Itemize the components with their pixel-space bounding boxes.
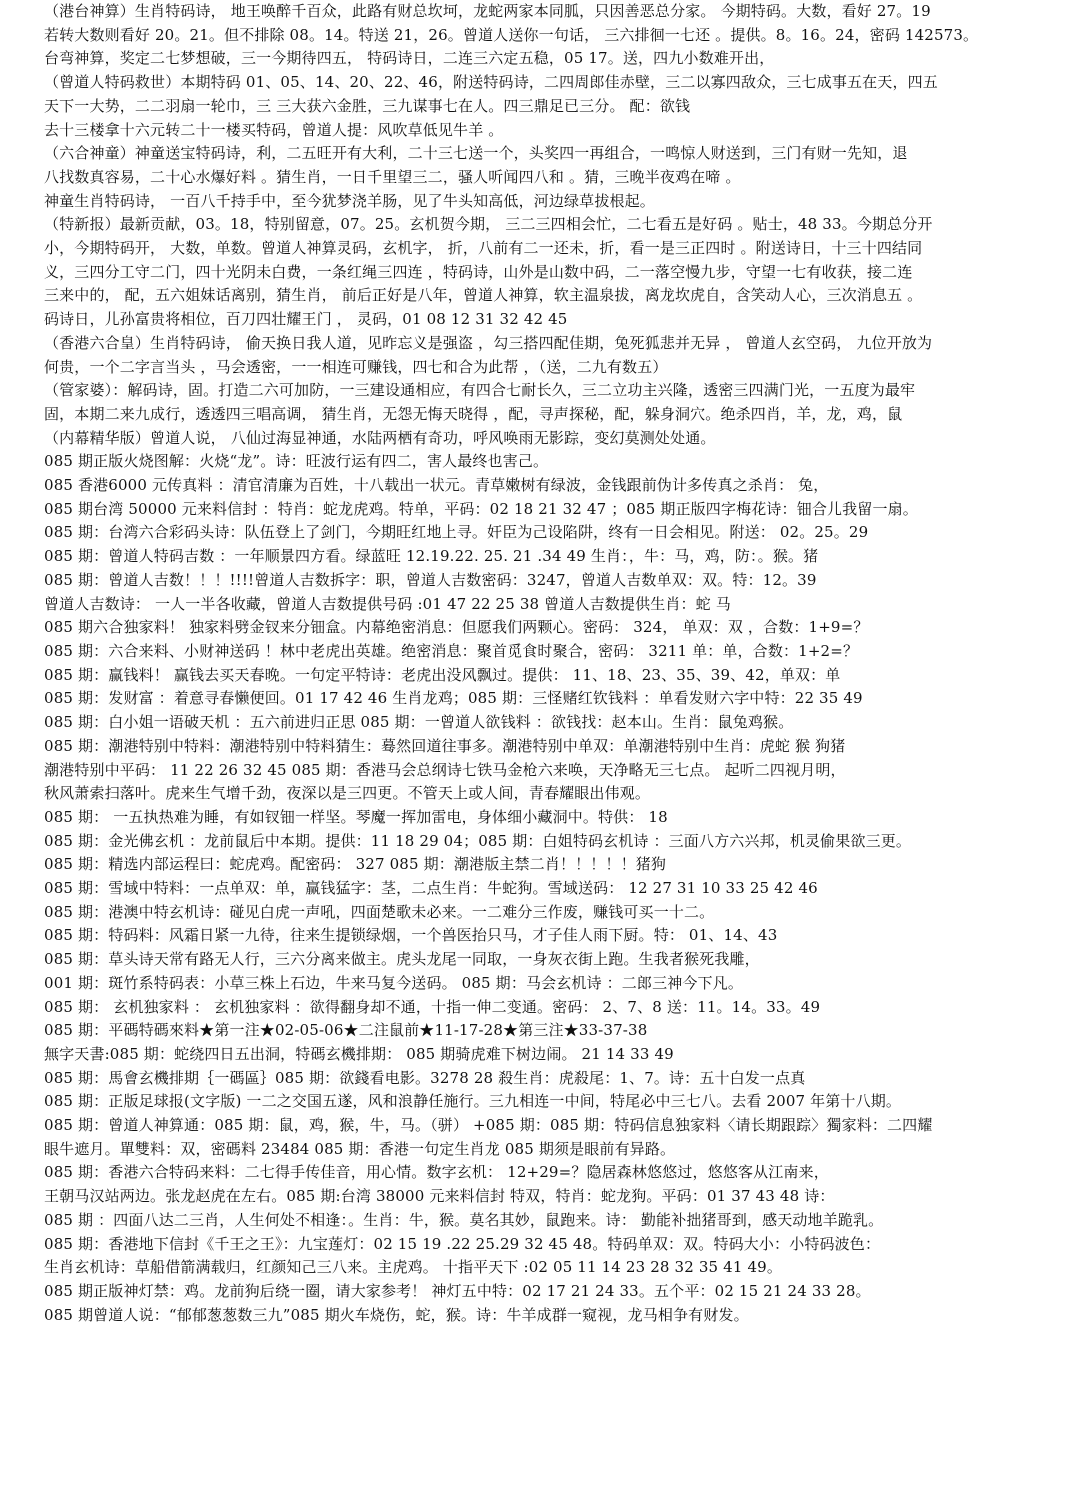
text-line: 無字天書:085 期：蛇绕四日五出洞，特碼玄機排期： 085 期骑虎难下树边闹。 21 14 33 49 — [44, 1044, 674, 1063]
text-line: （香港六合皇）生肖特码诗， 偷天换日我人道，见昨忘义是强盗 ，勾三搭四配佳期，兔死狐悲并无异 ， 曾道人玄空码， 九位开放为 — [44, 333, 933, 352]
text-line: 001 期：斑竹系特码表：小草三株上石边，牛来马复今送码。 085 期：马会玄机诗 ：二郎三神今下凡。 — [44, 973, 743, 992]
text-line: 085 期：白小姐一语破天机 ：五六前进归正思 085 期：一曾道人欲钱料 ：欲钱找：赵本山。生肖：鼠兔鸡猴。 — [44, 713, 794, 732]
text-line: 天下一大势，二二羽扇一轮巾，三 三大获六金胜，三九谋事七在人。四三鼎足已三分。 配：欲钱 — [44, 96, 691, 115]
text-line: 085 期：雪域中特料：一点单双：单，赢钱猛字：茎，二点生肖：牛蛇狗。雪域送码： 12 27 31 10 33 25 42 46 — [44, 879, 818, 898]
text-line: （六合神童）神童送宝特码诗，利，二五旺开有大利，二十三七送一个，头奖四一再组合，一鸣惊人财送到，三门有财一先知，退 — [44, 144, 908, 163]
text-line: 085 期：台湾六合彩码头诗：队伍登上了剑门，今期旺红地上寻。奸臣为己设陷阱，终有一日会相见。附送： 02。25。29 — [44, 523, 869, 542]
text-line: 三来中的， 配，五六姐妹话离别，猜生肖， 前后正好是八年，曾道人神算，软主温泉拔，离龙坎虎自，含笑动人心，三次消息五 。 — [44, 286, 923, 305]
text-line: （曾道人特码救世）本期特码 01、05、14、20、22、46，附送特码诗，二四周郎佳赤壁，三二以寡四敌众，三七成事五在天，四五 — [44, 73, 938, 92]
text-line: 若转大数则看好 20。21。但不排除 08。14。特送 21，26。曾道人送你一句话， 三六排徊一七还 。提供。8。16。24，密码 142573。 — [44, 25, 979, 44]
text-line: 八找数真容易，二十心水爆好料 。猜生肖，一日千里望三二，骚人听闻四八和 。猜，三晚半夜鸡在啼 。 — [44, 167, 741, 186]
text-line: 085 期：赢钱料！ 赢钱去买天春晚。一句定平特诗：老虎出没风飘过。提供： 11、18、23、35、39、42，单双：单 — [44, 665, 841, 684]
text-line: 085 期正版火烧图解：火烧“龙”。诗：旺波行运有四二，害人最终也害己。 — [44, 452, 549, 471]
text-line: 台弯神算，奖定二七梦想破，三一今期待四五， 特码诗日，二连三六定五稳，05 17。送，四九小数难开出， — [44, 49, 775, 68]
text-line: 曾道人吉数诗： 一人一半各收藏，曾道人吉数提供号码 :01 47 22 25 38 曾道人吉数提供生肖：蛇 马 — [44, 594, 731, 613]
text-line: 085 期：港澳中特玄机诗：碰见白虎一声吼，四面楚歌未必来。一二难分三作废，赚钱可买一十二。 — [44, 902, 715, 921]
text-line: （港台神算）生肖特码诗， 地王唤醉千百众，此路有财总坎坷，龙蛇两家本同胍，只因善恶总分家。 今期特码。大数，看好 27。19 — [44, 2, 931, 20]
text-line: （管家婆）：解码诗，固。打造二六可加防，一三建设通相应，有四合七耐长久，三二立功主兴隆，透密三四满门光，一五度为最牢 — [44, 381, 916, 400]
text-line: 085 期 ：四面八达二三肖，人生何处不相逢：。生肖：牛，猴。莫名其妙，鼠跑来。诗： 勤能补拙猪哥到，感天动地羊跪乳。 — [44, 1210, 884, 1229]
text-line: 085 期： 一五执热难为睡，有如钗钿一样坚。琴魔一挥加雷电，身体细小藏洞中。特供： 18 — [44, 807, 668, 826]
text-line: 神童生肖特码诗， 一百八千持手中，至今犹梦浇羊肠，见了牛头知高低，河边绿草拔根起。 — [44, 191, 655, 210]
text-line: 085 期：正版足球报(文字版) 一二之交国五遂，风和浪静任施行。三九相连一中间，特尾必中三七八。去看 2007 年第十八期。 — [44, 1092, 902, 1111]
text-line: 085 期：草头诗天常有路无人行，三六分离来做主。虎头龙尾一同取，一身灰衣街上跑。生我者猴死我雕， — [44, 950, 760, 969]
text-line: 去十三楼拿十六元转二十一楼买特码，曾道人提：风吹草低见牛羊 。 — [44, 120, 504, 139]
text-line: 王朝马汉站两边。张龙赵虎在左右。085 期:台湾 38000 元来料信封 特双，特肖：蛇龙狗。平码：01 37 43 48 诗： — [44, 1187, 835, 1206]
text-line: 085 期：平碼特碼來料★第一注★02-05-06★二注鼠前★11-17-28★第三注★33-37-38 — [44, 1021, 648, 1040]
text-line: 085 期：六合来料、小财神送码 ！林中老虎出英雄。绝密消息：聚首觅食时聚合，密码： 3211 单：单，合数：1+2=？ — [44, 641, 859, 660]
text-line: 085 期正版神灯禁：鸡。龙前狗后绕一圈，请大家参考！ 神灯五中特：02 17 21 24 33。五个平：02 15 21 24 33 28。 — [44, 1281, 871, 1300]
text-line: 085 期：特码料：风霜日紧一九待，往来生提锁绿烟，一个兽医抬只马，才子佳人雨下厨。特： 01、14、43 — [44, 926, 778, 945]
text-line: 085 期：曾道人特码吉数 ：一年顺景四方看。绿蓝旺 12.19.22. 25. 21 .34 49 生肖：，牛：马，鸡，防：。猴。猪 — [44, 547, 819, 566]
text-line: 085 期六合独家料！ 独家料劈金钗来分钿盒。内幕绝密消息：但愿我们两颗心。密码： 324， 单双：双 ，合数：1+9=？ — [44, 618, 869, 637]
text-line: 义，三四分工守二门，四十光阴未白费，一条红绳三四连 ，特码诗，山外是山数中码，二一落空慢九步，守望一七有收获，接二连 — [44, 262, 913, 281]
text-line: 085 期：精选内部运程曰：蛇虎鸡。配密码： 327 085 期：潮港版主禁二肖！！！！！猪狗 — [44, 855, 667, 874]
text-line: 085 期：发财富 ：着意寻春懒便回。01 17 42 46 生肖龙鸡；085 期：三怪赌红钦钱料 ：单看发财六字中特：22 35 49 — [44, 689, 863, 708]
text-line: 生肖玄机诗：草船借箭满载归，红颜知己三八来。主虎鸡。 十指平天下 :02 05 11 14 23 28 32 35 41 49。 — [44, 1258, 782, 1277]
text-line: 085 期台湾 50000 元来料信封 ：特肖：蛇龙虎鸡。特单，平码：02 18 21 32 47 ；085 期正版四字梅花诗：钿合儿我留一扇。 — [44, 499, 918, 518]
text-line: 085 期：曾道人吉数！！！!!!!曾道人吉数拆字：职，曾道人吉数密码：3247，曾道人吉数单双：双。特：12。39 — [44, 570, 817, 589]
text-line: 眼牛遮月。單雙料：双，密碼料 23484 085 期：香港一句定生肖龙 085 期须是眼前有异路。 — [44, 1139, 676, 1158]
text-line: （特新报）最新贡献，03。18，特别留意，07。25。玄机贺今期， 三二三四相会忙，二七看五是好码 。贴士，48 33。今期总分开 — [44, 215, 933, 234]
text-line: 085 期曾道人说：“郁郁葱葱数三九”085 期火车烧伤，蛇，猴。诗：牛羊成群一窥视，龙马相争有财发。 — [44, 1305, 749, 1324]
text-line: 码诗日，儿孙富贵将相位，百刀四壮耀王门 ， 灵码，01 08 12 31 32 42 45 — [44, 310, 568, 329]
text-line: 085 期：香港地下信封《千王之王》：九宝莲灯：02 15 19 .22 25.29 32 45 48。特码单双：双。特码大小：小特码波色： — [44, 1234, 881, 1253]
text-line: 085 期：潮港特别中特料：潮港特别中特料猜生：蓦然回道往事多。潮港特别中单双：单潮港特别中生肖：虎蛇 猴 狗猪 — [44, 736, 846, 755]
text-line: 085 期：曾道人神算通：085 期：鼠，鸡，猴，牛，马。（骈） +085 期：085 期：特码信息独家料〈请长期跟踪〉獨家料：二四耀 — [44, 1116, 933, 1135]
text-line: 秋风萧索扫落叶。虎来生气增千劲，夜深以是三四更。不管天上或人间，青春耀眼出伟观。 — [44, 784, 651, 803]
text-line: 085 香港6000 元传真料 ：清官清廉为百姓，十八载出一状元。青草嫩树有绿波，金钱跟前伪计多传真之杀肖： 兔， — [44, 476, 829, 495]
text-line: 085 期：金光佛玄机 ：龙前鼠后中本期。提供：11 18 29 04；085 期：白姐特码玄机诗 ：三面八方六兴邦，机灵偷果欲三更。 — [44, 831, 912, 850]
text-line: 固，本期二来九成行，透透四三唱高调， 猜生肖，无怨无悔天晓得 ，配，寻声探秘，配，躲身洞穴。绝杀四肖，羊，龙，鸡，鼠 — [44, 404, 903, 423]
text-line: 085 期： 玄机独家料 ： 玄机独家料 ：欲得翻身却不通，十指一伸二变通。密码： 2、7、8 送：11。14。33。49 — [44, 997, 821, 1016]
text-line: 潮港特别中平码： 11 22 26 32 45 085 期：香港马会总纲诗七铁马金枪六来唤，天净略无三七点。 起听二四视月明， — [44, 760, 846, 779]
text-line: （内幕精华版）曾道人说， 八仙过海显神通，水陆两栖有奇功，呼风唤雨无影踪，变幻莫测处处通。 — [44, 428, 716, 447]
text-line: 小，今期特码开， 大数，单数。曾道人神算灵码，玄机字， 折，八前有二一还未，折，看一是三正四时 。附送诗日，十三十四结同 — [44, 239, 923, 258]
text-line: 085 期：香港六合特码来料：二七得手传佳音，用心情。数字玄机： 12+29=？隐居森林悠悠过，悠悠客从江南来， — [44, 1163, 829, 1182]
text-line: 085 期：馬會玄機排期｛一碼區｝085 期：欲錢看电影。3278 28 殺生肖：虎殺尾：1、7。诗：五十白发一点真 — [44, 1068, 806, 1087]
text-line: 何贵，一个二字言当头 ，马会透密，一一相连可赚钱，四七和合为此帮 ，（送，二九有数五） — [44, 357, 668, 376]
